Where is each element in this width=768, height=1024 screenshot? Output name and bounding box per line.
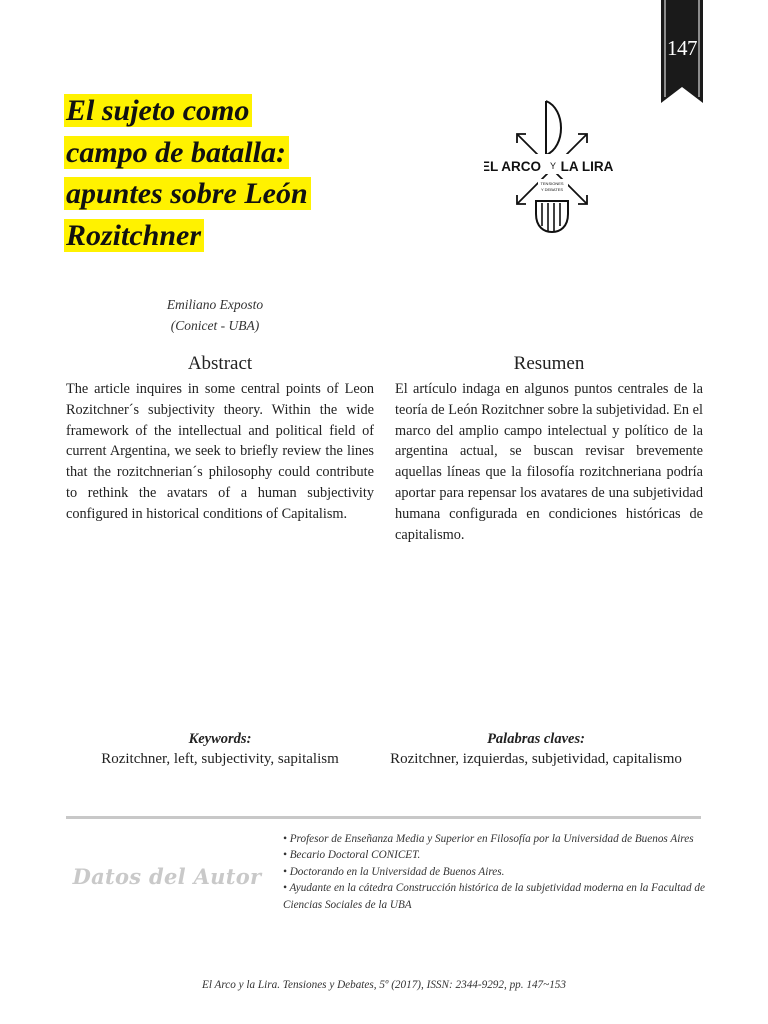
journal-logo (484, 99, 614, 234)
title-line-1: El sujeto como (64, 94, 252, 127)
logo-mid-text: Y (549, 161, 557, 171)
title-line-4: Rozitchner (64, 219, 204, 252)
keywords-label: Keywords: (188, 731, 252, 747)
bow-lyre-arrows-logo (484, 99, 614, 234)
author-bio-item: • Becario Doctoral CONICET. (283, 849, 421, 862)
resumen-section (395, 352, 703, 545)
logo-right-text: LA LIRA (560, 159, 614, 174)
palabras-claves-text: Rozitchner, izquierdas, subjetividad, capitalismo (390, 751, 682, 767)
datos-autor-heading: Datos del Autor (72, 864, 262, 889)
author-name: Emiliano Exposto (166, 297, 264, 312)
article-title (64, 90, 394, 256)
author-block (110, 294, 320, 336)
keywords-section (66, 729, 374, 770)
page-number: 147 (667, 36, 697, 60)
title-line-3: apuntes sobre León (64, 177, 311, 210)
logo-sub-line-2: Y DEBATES (540, 187, 564, 192)
logo-sub-line-1: TENSIONES (540, 181, 564, 186)
resumen-heading: Resumen (513, 353, 585, 374)
palabras-claves-section (380, 729, 692, 770)
abstract-section (66, 352, 374, 525)
author-bio-item: • Doctorando en la Universidad de Buenos Aires. (283, 865, 505, 878)
author-bio-item: • Profesor de Enseñanza Media y Superior en Filosofía por la Universidad de Buenos Aires (283, 833, 694, 845)
abstract-text: The article inquires in some central points of Leon Rozitchner´s subjectivity theory. Within the wide framework of the intellectual and political field of current Argentina, we seek to briefly review the lines that the rozitchnerian´s philosophy could contribute to rethink the avatars of a human subjectivity configured in historical conditions of Capitalism. (66, 381, 374, 522)
page-footer-citation: El Arco y la Lira. Tensiones y Debates, 5º (2017), ISSN: 2344-9292, pp. 147~153 (202, 979, 566, 991)
keywords-text: Rozitchner, left, subjectivity, sapitalism (101, 751, 339, 767)
section-divider (66, 816, 701, 819)
logo-left-text: EL ARCO (484, 159, 542, 174)
palabras-claves-label: Palabras claves: (487, 731, 585, 747)
author-bio-list (283, 831, 707, 913)
resumen-text: El artículo indaga en algunos puntos centrales de la teoría de León Rozitchner sobre la subjetividad. En el marco del amplio campo intelectual y político de la argentina actual, se buscan revisar brevemente aquellas líneas que la filosofía rozitchneriana podría aportar para repensar los avatares de una subjetividad humana configurada en condiciones históricas de capitalismo. (395, 381, 703, 543)
title-line-2: campo de batalla: (64, 136, 289, 169)
author-affiliation: (Conicet - UBA) (170, 318, 260, 333)
author-bio-item: • Ayudante en la cátedra Construcción histórica de la subjetividad moderna en la Facultad de Ciencias Sociales de la UBA (283, 882, 705, 911)
abstract-heading: Abstract (187, 353, 253, 374)
